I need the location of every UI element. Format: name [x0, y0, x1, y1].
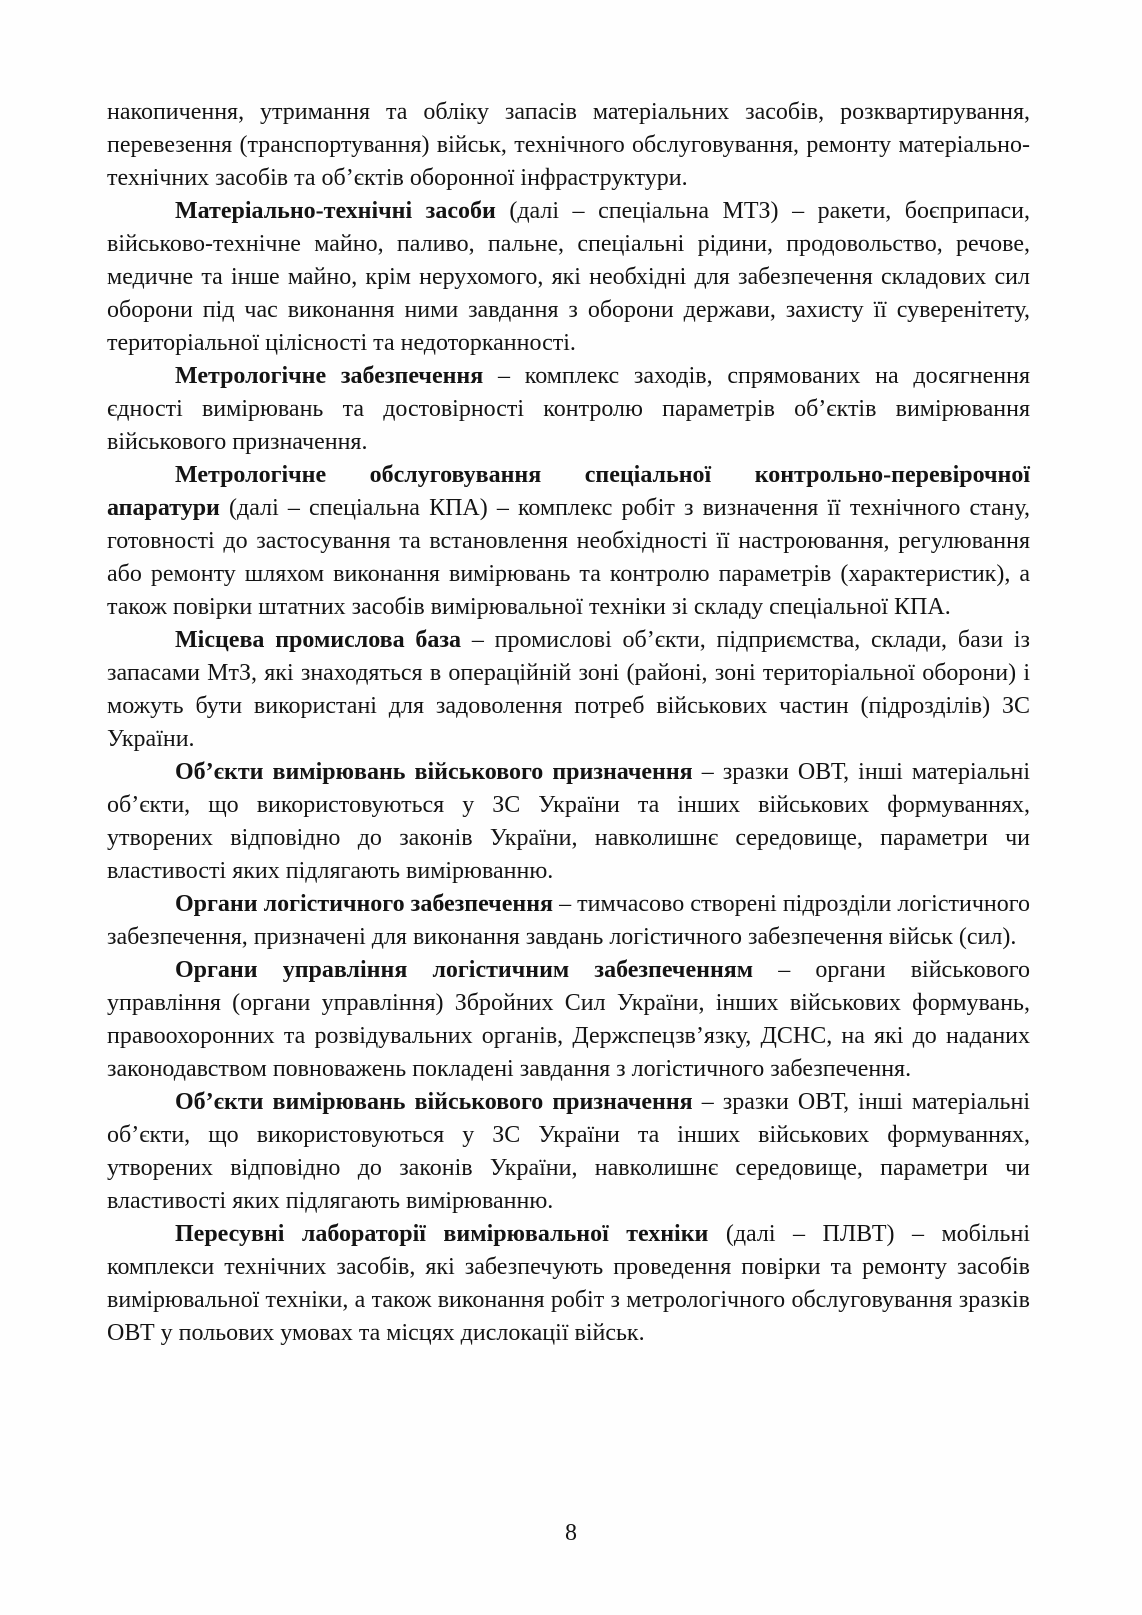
paragraph: [107, 360, 1030, 459]
term-bold: Пересувні лабораторії вимірювальної техніки: [175, 1221, 709, 1247]
term-bold: Об’єкти вимірювань військового призначення: [175, 759, 693, 785]
paragraph: [107, 756, 1030, 888]
term-bold: Метрологічне обслуговування спеціальної контрольно-перевірочної апаратури: [107, 462, 1030, 521]
paragraph: [107, 888, 1030, 954]
term-bold: Метрологічне забезпечення: [175, 363, 484, 389]
paragraph: [107, 195, 1030, 360]
paragraph-text: (далі – спеціальна КПА) – комплекс робіт з визначення її технічного стану, готовності до застосування та встановлення необхідності її настроювання, регулювання або ремонту шляхом виконання вимірювань та контролю параметрів (характеристик), а також повірки штатних засобів вимірювальної техніки зі складу спеціальної КПА.: [107, 495, 1030, 620]
paragraph-text: – комплекс заходів, спрямованих на досягнення єдності вимірювань та достовірності контролю параметрів об’єктів вимірювання військового призначення.: [107, 363, 1031, 455]
term-bold: Органи управління логістичним забезпеченням: [175, 957, 754, 983]
paragraph-text: – зразки ОВТ, інші матеріальні об’єкти, що використовуються у ЗС України та інших військових формуваннях, утворених відповідно до законів України, навколишнє середовище, параметри чи властивості яких підлягають вимірюванню.: [107, 759, 1030, 884]
paragraph: [107, 624, 1030, 756]
paragraph: [107, 1086, 1030, 1218]
term-bold: Місцева промислова база: [175, 627, 462, 653]
paragraph-text: – зразки ОВТ, інші матеріальні об’єкти, що використовуються у ЗС України та інших військових формуваннях, утворених відповідно до законів України, навколишнє середовище, параметри чи властивості яких підлягають вимірюванню.: [107, 1089, 1030, 1214]
paragraph-text: – тимчасово створені підрозділи логістичного забезпечення, призначені для виконання завдань логістичного забезпечення військ (сил).: [107, 891, 1030, 950]
paragraph: [107, 459, 1030, 624]
paragraph: [107, 1218, 1030, 1350]
term-bold: Органи логістичного забезпечення: [175, 891, 554, 917]
term-bold: Матеріально-технічні засоби: [175, 198, 496, 224]
paragraph: [107, 96, 1030, 195]
document-body: [107, 96, 1030, 1350]
paragraph: [107, 954, 1030, 1086]
term-bold: Об’єкти вимірювань військового призначення: [175, 1089, 693, 1115]
paragraph-text: накопичення, утримання та обліку запасів матеріальних засобів, розквартирування, перевезення (транспортування) військ, технічного обслуговування, ремонту матеріально-технічних засобів та об’єктів оборонної інфраструктури.: [107, 99, 1030, 191]
paragraph-text: (далі – ПЛВТ) – мобільні комплекси технічних засобів, які забезпечують проведення повірки та ремонту засобів вимірювальної техніки, а також виконання робіт з метрологічного обслуговування зразків ОВТ у польових умовах та місцях дислокації військ.: [107, 1221, 1030, 1346]
page-number: 8: [565, 1520, 577, 1546]
paragraph-text: (далі – спеціальна МТЗ) – ракети, боєприпаси, військово-технічне майно, паливо, пальне, спеціальні рідини, продовольство, речове, медичне та інше майно, крім нерухомого, які необхідні для забезпечення складових сил оборони під час виконання ними завдання з оборони держави, захисту її суверенітету, територіальної цілісності та недоторканності.: [107, 198, 1030, 356]
paragraph-text: – промислові об’єкти, підприємства, склади, бази із запасами МтЗ, які знаходяться в операційній зоні (районі, зоні територіальної оборони) і можуть бути використані для задоволення потреб військових частин (підрозділів) ЗС України.: [107, 627, 1031, 752]
paragraph-text: – органи військового управління (органи управління) Збройних Сил України, інших військових формувань, правоохоронних та розвідувальних органів, Держспецзв’язку, ДСНС, на які до наданих законодавством повноважень покладені завдання з логістичного забезпечення.: [107, 957, 1031, 1082]
